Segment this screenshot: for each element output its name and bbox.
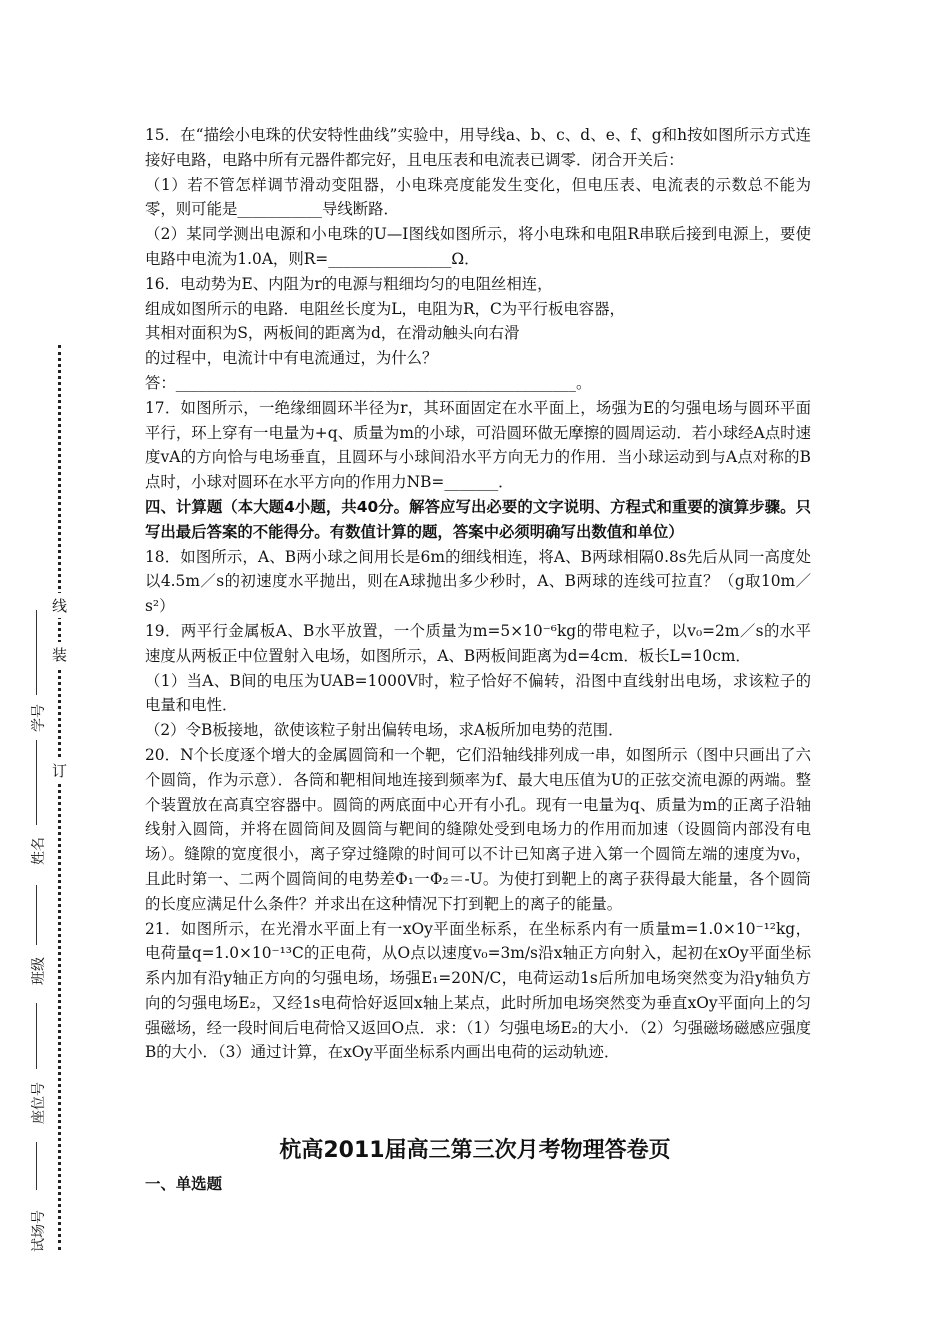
q21-text: 21．如图所示，在光滑水平面上有一xOy平面坐标系，在坐标系内有一质量m=1.0×10⁻¹²kg，电荷量q=1.0×10⁻¹³C的正电荷，从O点以速度v₀=3m/s沿x轴正方向射入，起初在xOy平面坐标系内加有沿y轴正方向的匀强电场，场强E₁=20N/C，电荷运动1s后所加电场突然变为沿y轴负方向的匀强电场E₂，又经1s电荷恰好返回x轴上某点，此时所加电场突然变为垂直xOy平面向上的匀强磁场，经一段时间后电荷恰又返回O点．求：（1）匀强电场E₂的大小．（2）匀强磁场磁感应强度B的大小．（3）通过计算，在xOy平面坐标系内画出电荷的运动轨迹． xyxy=(145,919,811,1062)
q16-line3: 其相对面积为S，两板间的距离为d，在滑动触头向右滑 xyxy=(145,324,520,343)
q15-stem: 15．在“描绘小电珠的伏安特性曲线”实验中，用导线a、b、c、d、e、f、g和h按如图所示方式连接好电路，电路中所有元器件都完好，且电压表和电流表已调零．闭合开关后： xyxy=(145,126,811,169)
blank-exam-room xyxy=(36,1142,38,1190)
q19-part2: （2）令B板接地，欲使该粒子射出偏转电场，求A板所加电势的范围． xyxy=(145,721,624,740)
q16-line2: 组成如图所示的电路．电阻丝长度为L，电阻为R，C为平行板电容器， xyxy=(145,299,625,318)
label-class: 班级 xyxy=(31,957,47,985)
blank-seat xyxy=(36,1003,38,1069)
q15-part1: （1）若不管怎样调节滑动变阻器，小电珠亮度能发生变化，但电压表、电流表的示数总不能为零，则可能是___________导线断路． xyxy=(145,175,811,219)
answer-sheet-title: 杭高2011届高三第三次月考物理答卷页 xyxy=(279,1138,671,1163)
section1-heading: 一、单选题 xyxy=(145,1175,222,1193)
section4-heading: 四、计算题（本大题4小题，共40分。解答应写出必要的文字说明、方程式和重要的演算步骤。只写出最后答案的不能得分。有数值计算的题，答案中必须明确写出数值和单位） xyxy=(145,497,811,541)
q16-line4: 的过程中，电流计中有电流通过，为什么？ xyxy=(145,349,438,368)
blank-student-id xyxy=(36,610,38,695)
mark-ding: 订 xyxy=(52,758,67,783)
q17-text: 17．如图所示，一绝缘细圆环半径为r，其环面固定在水平面上，场强为E的匀强电场与圆环平面平行，环上穿有一电量为+q、质量为m的小球，可沿圆环做无摩擦的圆周运动．若小球经A点时速度vA的方向恰与电场垂直，且圆环与小球间沿水平方向无力的作用．当小球运动到与A点对称的B点时，小球对圆环在水平方向的作用力NB=_______． xyxy=(145,398,811,492)
q18-text: 18．如图所示，A、B两小球之间用长是6m的细线相连，将A、B两球相隔0.8s先后从同一高度处以4.5m／s的初速度水平抛出，则在A球抛出多少秒时，A、B两球的连线可拉直？（g取10m／s²） xyxy=(145,547,811,616)
blank-name xyxy=(36,740,38,825)
label-seat: 座位号 xyxy=(31,1082,47,1124)
q16-answer-line: 答：____________________________________________________。 xyxy=(145,373,592,392)
q19-part1: （1）当A、B间的电压为UAB=1000V时，粒子恰好不偏转，沿图中直线射出电场，求该粒子的电量和电性． xyxy=(145,671,811,715)
q15-part2: （2）某同学测出电源和小电珠的U—I图线如图所示，将小电珠和电阻R串联后接到电源上，要使电路中电流为1.0A，则R=________________Ω． xyxy=(145,225,811,268)
label-name: 姓名 xyxy=(31,837,47,865)
q19-stem: 19．两平行金属板A、B水平放置，一个质量为m=5×10⁻⁶kg的带电粒子，以v₀=2m／s的水平速度从两板正中位置射入电场，如图所示，A、B两板间距离为d=4cm．板长L=10cm． xyxy=(145,621,811,665)
binding-dotted-line xyxy=(58,345,61,1250)
question-area xyxy=(145,123,811,1065)
q20-text: 20．N个长度逐个增大的金属圆筒和一个靶，它们沿轴线排列成一串，如图所示（图中只画出了六个圆筒，作为示意）．各筒和靶相间地连接到频率为f、最大电压值为U的正弦交流电源的两端。整个装置放在高真空容器中。圆筒的两底面中心开有小孔。现有一电量为q、质量为m的正离子沿轴线射入圆筒，并将在圆筒间及圆筒与靶间的缝隙处受到电场力的作用而加速（设圆筒内部没有电场）。缝隙的宽度很小，离子穿过缝隙的时间可以不计已知离子进入第一个圆筒左端的速度为v₀，且此时第一、二两个圆筒间的电势差Φ₁一Φ₂＝-U。为使打到靶上的离子获得最大能量，各个圆筒的长度应满足什么条件？并求出在这种情况下打到靶上的离子的能量。 xyxy=(145,745,811,913)
mark-xian: 线 xyxy=(52,593,67,618)
blank-class xyxy=(36,885,38,945)
q16-line1: 16．电动势为E、内阻为r的电源与粗细均匀的电阻丝相连， xyxy=(145,274,553,293)
label-exam-room: 试场号 xyxy=(31,1210,47,1252)
mark-zhuang: 装 xyxy=(52,642,67,667)
label-student-id: 学号 xyxy=(31,704,47,732)
